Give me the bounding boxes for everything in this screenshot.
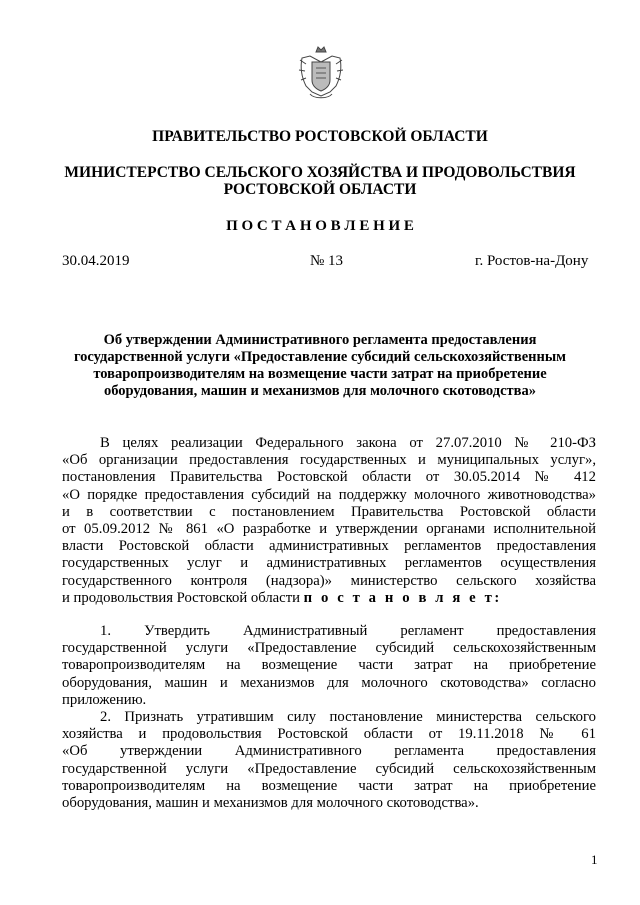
text-line: оборудования, машин и механизмов для молочного скотоводства» согласно [62, 674, 596, 691]
text-line: хозяйства и продовольствия Ростовской области от 19.11.2018 № 61 [62, 726, 596, 743]
text-line: приложению. [62, 691, 147, 708]
text-line: товаропроизводителям на возмещение части затрат на приобретение [62, 777, 596, 794]
title-line: оборудования, машин и механизмов для молочного скотоводства» [104, 383, 536, 399]
text-line: от 05.09.2012 № 861 «О разработке и утверждении органами исполнительной [62, 521, 596, 538]
preamble-last-text: и продовольствия Ростовской области [62, 589, 300, 606]
text-line: государственного контроля (надзора)» министерство сельского хозяйства [62, 572, 596, 589]
text-line: «Об организации предоставления государственных и муниципальных услуг», [62, 452, 596, 469]
government-name: ПРАВИТЕЛЬСТВО РОСТОВСКОЙ ОБЛАСТИ [152, 128, 488, 145]
document-type: П О С Т А Н О В Л Е Н И Е [226, 218, 414, 234]
text-line: постановления Правительства Ростовской области от 30.05.2014 № 412 [62, 469, 596, 486]
document-number: № 13 [310, 253, 344, 269]
text-line: «Об утверждении Административного регламента предоставления [62, 743, 596, 760]
resolves-word: п о с т а н о в л я е т: [303, 589, 502, 606]
text-line: товаропроизводителям на возмещение части затрат на приобретение [62, 657, 596, 674]
title-line: государственной услуги «Предоставление субсидий сельскохозяйственным [73, 349, 567, 365]
text-line [62, 590, 596, 607]
page-number: 1 [591, 852, 598, 867]
text-line: и в соответствии с постановлением Правительства Ростовской области [62, 503, 596, 520]
document-city: г. Ростов-на-Дону [475, 253, 589, 269]
text-line: «О порядке предоставления субсидий на поддержку молочного животноводства» [62, 486, 596, 503]
text-line: 1. Утвердить Административный регламент предоставления [100, 623, 596, 639]
ministry-name-line2: РОСТОВСКОЙ ОБЛАСТИ [223, 181, 417, 198]
document-date: 30.04.2019 [62, 253, 130, 269]
preamble-paragraph [62, 435, 596, 607]
coat-of-arms-icon [296, 44, 346, 102]
text-line: государственной услуги «Предоставление субсидий сельскохозяйственным [62, 760, 596, 777]
title-line: товаропроизводителям на возмещение части затрат на приобретение [93, 366, 547, 382]
title-line: Об утверждении Административного регламента предоставления [103, 332, 537, 348]
document-title [40, 332, 600, 400]
text-line: 2. Признать утратившим силу постановление министерства сельского [100, 709, 596, 725]
text-line: государственных услуг и административных регламентов осуществления [62, 555, 596, 572]
text-line: власти Ростовской области административных регламентов предоставления [62, 538, 596, 555]
text-line: оборудования, машин и механизмов для молочного скотоводства». [62, 795, 479, 812]
text-line: государственной услуги «Предоставление субсидий сельскохозяйственным [62, 640, 596, 657]
ministry-name-line1: МИНИСТЕРСТВО СЕЛЬСКОГО ХОЗЯЙСТВА И ПРОДОВОЛЬСТВИЯ [64, 164, 576, 181]
text-line: В целях реализации Федерального закона от 27.07.2010 № 210-ФЗ [100, 435, 596, 451]
item-2-paragraph [62, 709, 596, 812]
item-1-paragraph [62, 623, 596, 709]
